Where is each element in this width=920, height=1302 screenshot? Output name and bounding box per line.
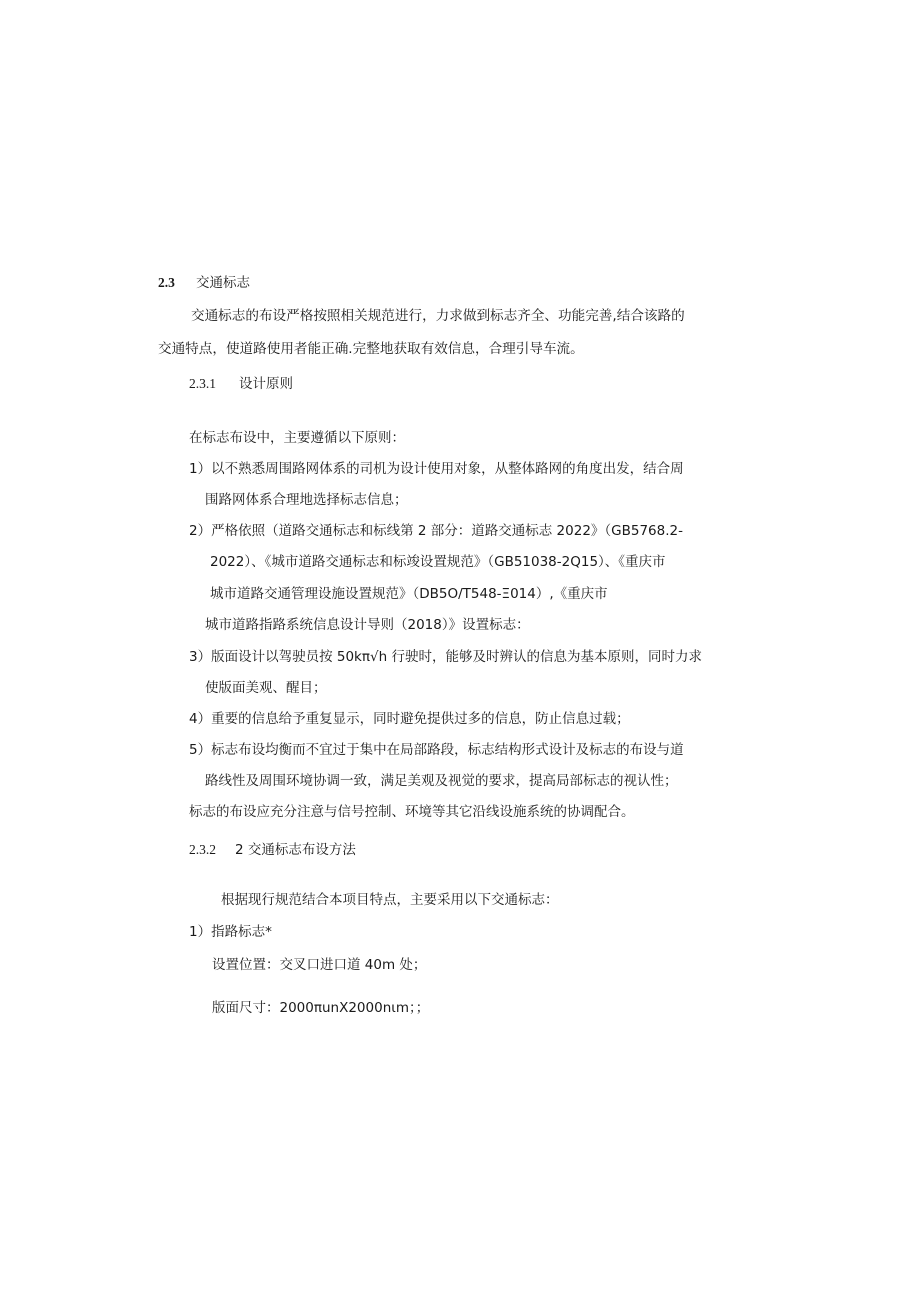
section-number: 2.3 [158, 275, 175, 290]
principle-1-line-1: 1）以不熟悉周围路网体系的司机为设计使用对象，从整体路网的角度出发，结合周 [189, 461, 684, 477]
principle-2-line-1: 2）严格依照（道路交通标志和标线第 2 部分：道路交通标志 2022》（GB5768.2- [189, 523, 683, 539]
intro-line-2: 交通特点，使道路使用者能正确.完整地获取有效信息，合理引导车流。 [158, 341, 584, 357]
principle-5-line-2: 路线性及周围环境协调一致，满足美观及视觉的要求，提高局部标志的视认性； [205, 773, 678, 789]
subsection-1-title: 设计原则 [239, 376, 293, 392]
section-title: 交通标志 [196, 275, 250, 291]
intro-line-1: 交通标志的布设严格按照相关规范进行，力求做到标志齐全、功能完善,结合该路的 [191, 308, 685, 324]
principle-2-line-2: 2022）、《城市道路交通标志和标竣设置规范》（GB51038-2Q15）、《重庆市 [210, 554, 666, 570]
principle-4: 4）重要的信息给予重复显示，同时避免提供过多的信息，防止信息过载； [189, 711, 630, 727]
subsection-2-number: 2.3.2 [189, 842, 216, 857]
principles-closing: 标志的布设应充分注意与信号控制、环境等其它沿线设施系统的协调配合。 [189, 804, 635, 820]
principle-3-line-1: 3）版面设计以驾驶员按 50kπ√h 行驶时，能够及时辨认的信息为基本原则，同时力求 [189, 649, 702, 665]
subsection-2-title: 2 交通标志布设方法 [235, 842, 356, 858]
principle-3-line-2: 使版面美观、醒目； [205, 680, 327, 696]
principle-2-line-3: 城市道路交通管理设施设置规范》（DB5O/T548-Ξ014）,《重庆市 [210, 586, 608, 602]
method-1-size: 版面尺寸：2000πunX2000nιm；； [212, 1000, 430, 1016]
method-1-location: 设置位置：交叉口进口道 40m 处； [212, 957, 427, 973]
principles-lead: 在标志布设中，主要遵循以下原则： [189, 430, 405, 446]
principle-5-line-1: 5）标志布设均衡而不宜过于集中在局部路段，标志结构形式设计及标志的布设与道 [189, 742, 684, 758]
principle-1-line-2: 围路网体系合理地选择标志信息； [205, 492, 408, 508]
principle-2-line-4: 城市道路指路系统信息设计导则（2018）》设置标志： [205, 617, 530, 633]
method-1-title: 1）指路标志* [189, 924, 272, 940]
methods-lead: 根据现行规范结合本项目特点，主要采用以下交通标志： [221, 892, 559, 908]
subsection-1-number: 2.3.1 [189, 376, 216, 391]
